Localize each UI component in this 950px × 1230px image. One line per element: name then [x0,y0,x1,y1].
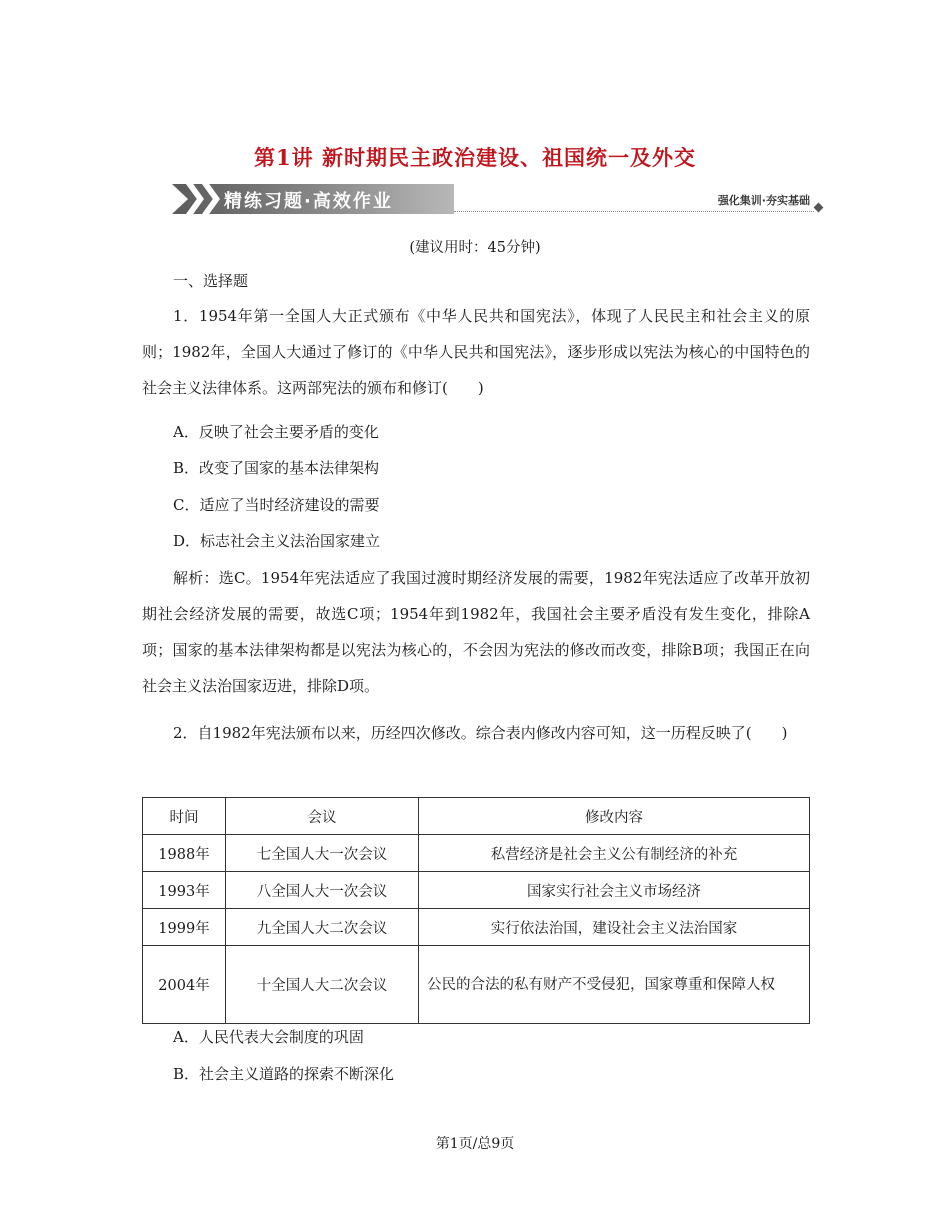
table-header: 修改内容 [419,798,810,835]
table-row [143,835,810,872]
table-cell: 九全国人大二次会议 [226,909,419,946]
table-cell: 公民的合法的私有财产不受侵犯，国家尊重和保障人权 [419,946,810,1024]
diamond-icon [814,203,824,213]
q1-option-b: B．改变了国家的基本法律架构 [173,459,380,477]
table-cell: 1999年 [143,909,226,946]
table-cell: 七全国人大一次会议 [226,835,419,872]
question-1-stem: 1．1954年第一全国人大正式颁布《中华人民共和国宪法》，体现了人民民主和社会主义的原则；1982年，全国人大通过了修订的《中华人民共和国宪法》，逐步形成以宪法为核心的中国特色的社会主义法律体系。这两部宪法的颁布和修订( ) [142,307,810,397]
question-2-stem: 2．自1982年宪法颁布以来，历经四次修改。综合表内修改内容可知，这一历程反映了( ) [173,724,788,742]
table-cell: 实行依法治国，建设社会主义法治国家 [419,909,810,946]
table-cell: 1988年 [143,835,226,872]
banner-tagline: 强化集训·夯实基础 [717,194,810,207]
page-number: 第1页/总9页 [435,1136,515,1152]
amendment-table [142,797,810,1024]
q2-option-a: A．人民代表大会制度的巩固 [173,1028,364,1046]
table-header-row [143,798,810,835]
section-heading: 一、选择题 [173,272,249,290]
q1-option-d: D．标志社会主义法治国家建立 [173,532,381,550]
table-cell: 1993年 [143,872,226,909]
table-row [143,872,810,909]
table-cell: 私营经济是社会主义公有制经济的补充 [419,835,810,872]
table-row [143,909,810,946]
table-cell: 国家实行社会主义市场经济 [419,872,810,909]
table-header: 时间 [143,798,226,835]
table-header: 会议 [226,798,419,835]
q2-option-b: B．社会主义道路的探索不断深化 [173,1065,395,1083]
q1-analysis: 解析：选C。1954年宪法适应了我国过渡时期经济发展的需要，1982年宪法适应了改革开放初期社会经济发展的需要，故选C项；1954年到1982年，我国社会主要矛盾没有发生变化，排除A项；国家的基本法律架构都是以宪法为核心的，不会因为宪法的修改而改变，排除B项；我国正在向社会主义法治国家迈进，排除D项。 [142,569,810,695]
table-cell: 八全国人大一次会议 [226,872,419,909]
suggested-time: (建议用时：45分钟) [409,240,541,256]
table-cell: 十全国人大二次会议 [226,946,419,1024]
table-cell: 2004年 [143,946,226,1024]
table-row [143,946,810,1024]
section-banner [172,180,822,220]
banner-dotted-rule [454,211,814,212]
q1-option-c: C．适应了当时经济建设的需要 [173,496,380,514]
document-title: 第1讲 新时期民主政治建设、祖国统一及外交 [254,145,696,170]
banner-label: 精练习题·高效作业 [224,191,393,212]
q1-option-a: A．反映了社会主要矛盾的变化 [173,423,379,441]
